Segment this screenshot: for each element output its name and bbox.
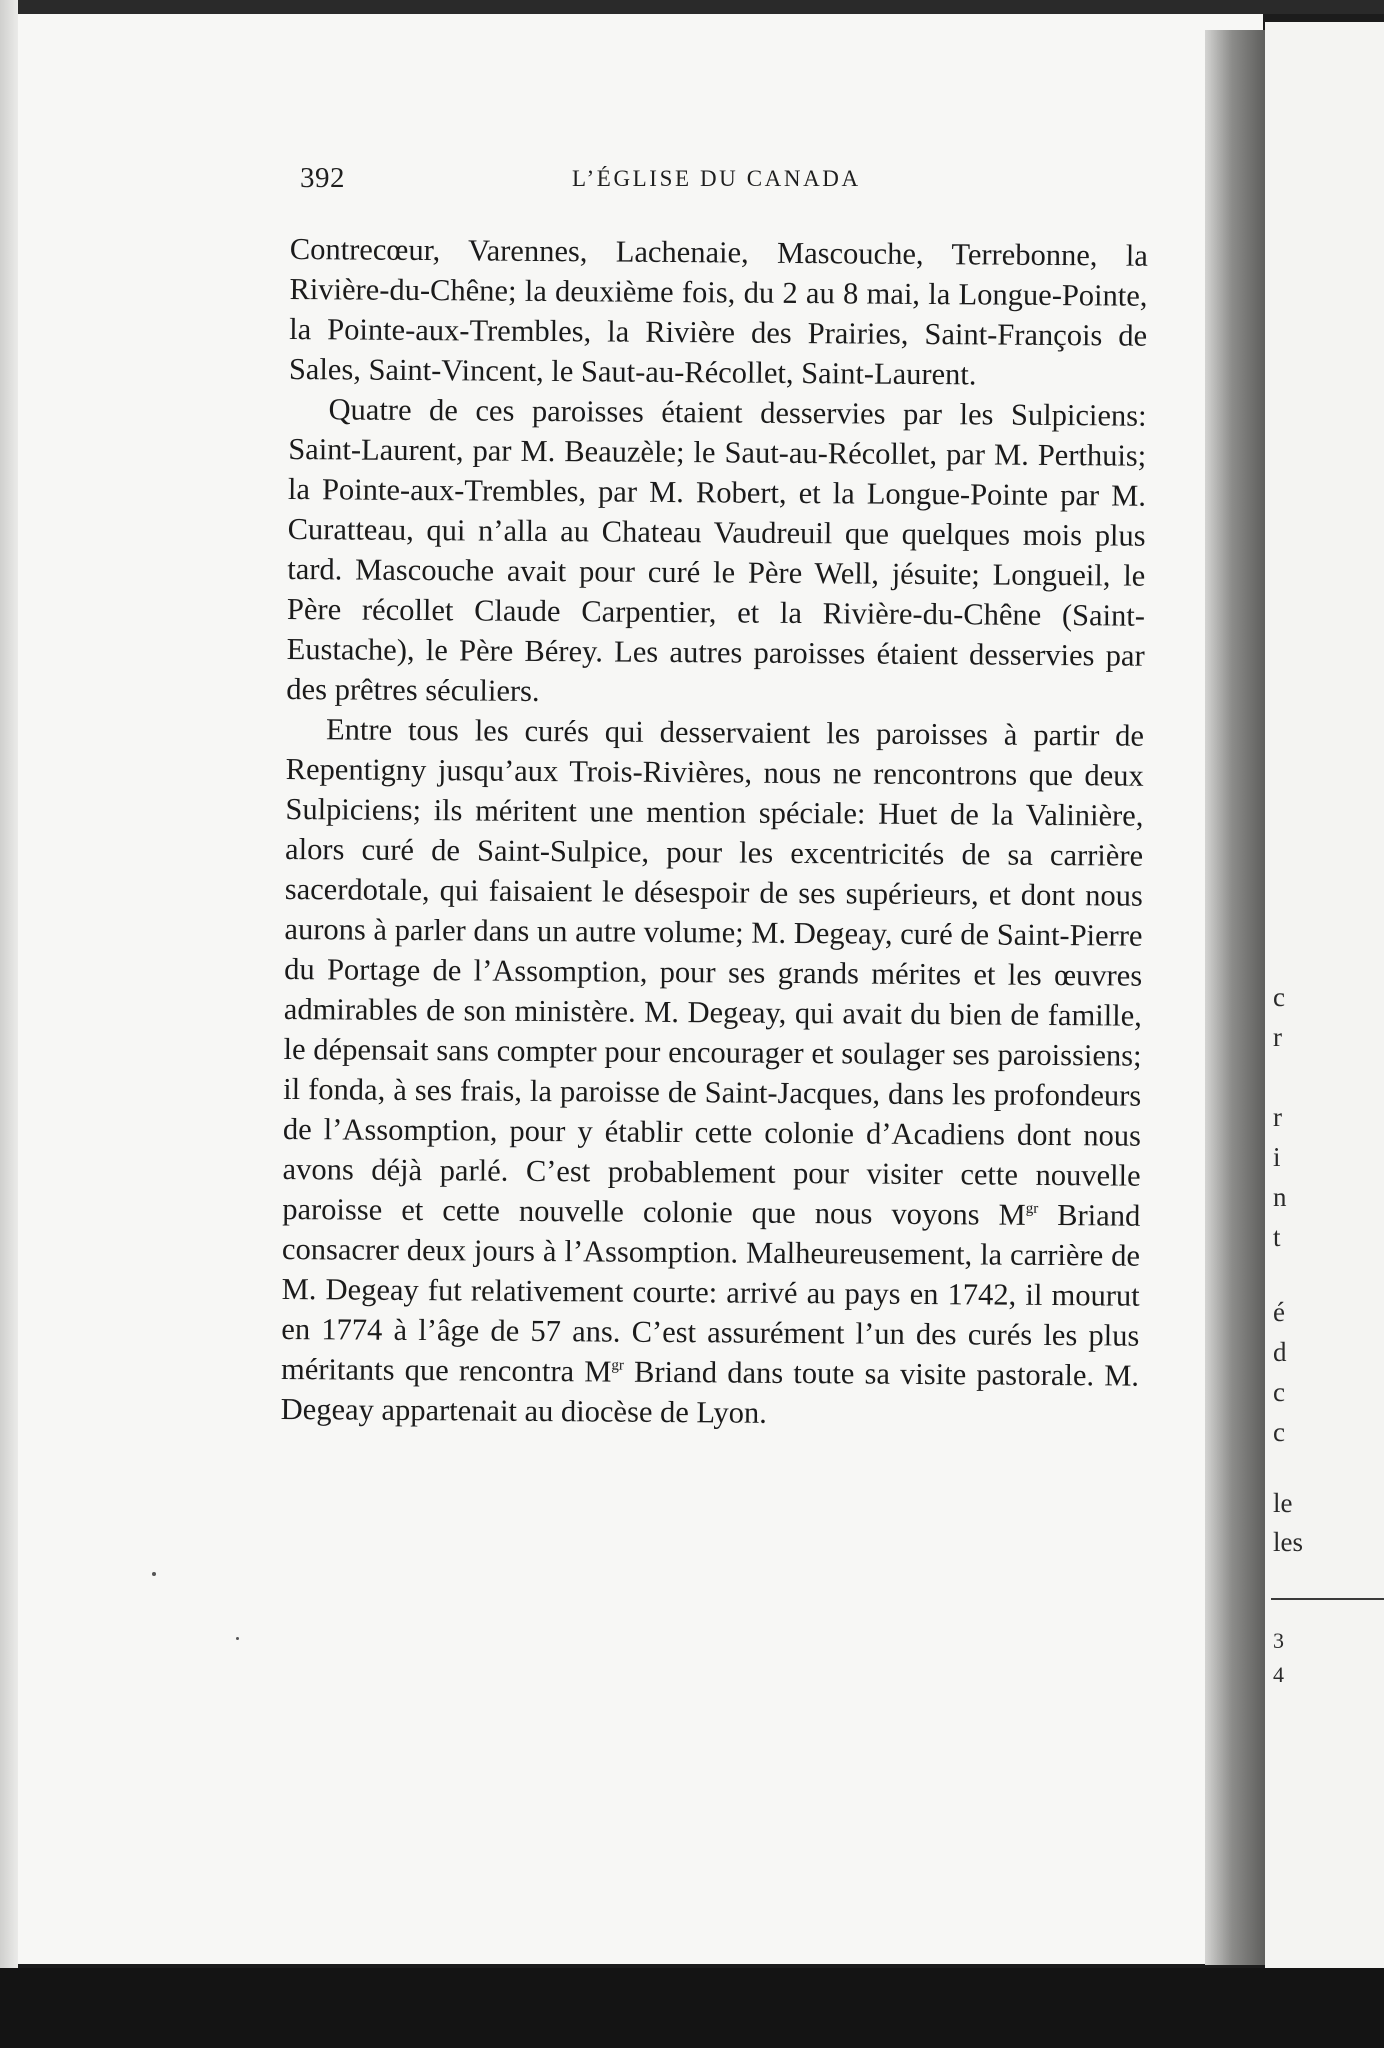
paragraph-3-part-c: Briand dans toute sa visite pastorale. M. Degeay appartenait au diocèse de Lyon. (280, 1354, 1140, 1430)
paragraph-3 (281, 709, 1145, 1436)
book-gutter-shadow (1205, 30, 1265, 1965)
monseigneur-superscript: gr (611, 1357, 625, 1374)
paragraph-3-part-b: Briand consacrer deux jours à l’Assomption. Malheureusement, la carrière de M. Degeay fut relativement courte: arrivé au pays en 1742, il mourut en 1774 à l’âge de 57 ans. C’est assurément l’un des curés les plus méritants que rencontra M (280, 1197, 1141, 1389)
paragraph-1: Contrecœur, Varennes, Lachenaie, Mascouche, Terrebonne, la Rivière-du-Chêne; la deuxième fois, du 2 au 8 mai, la Longue-Pointe, la Pointe-aux-Trembles, la Rivière des Prairies, Saint-François de Sales, Saint-Vincent, le Saut-au-Récollet, Saint-Laurent. (288, 231, 1148, 392)
facing-fragment: les (1273, 1527, 1303, 1557)
scanner-bottom-edge (0, 1968, 1384, 2048)
page-left-edge (0, 0, 18, 1968)
facing-fragment: r (1273, 1022, 1282, 1052)
paragraph-2: Quatre de ces paroisses étaient desservies par les Sulpiciens: Saint-Laurent, par M. Beauzèle; le Saut-au-Récollet, par M. Perthuis; la Pointe-aux-Trembles, par M. Robert, et la Longue-Pointe par M. Curatteau, qui n’alla au Chateau Vaudreuil que quelques mois plus tard. Mascouche avait pour curé le Père Well, jésuite; Longueil, le Père récollet Claude Carpentier, et la Rivière-du-Chêne (Saint-Eustache), le Père Bérey. Les autres paroisses étaient desservies par des prêtres séculiers. (286, 392, 1147, 708)
facing-footnote-rule (1271, 1598, 1384, 1600)
facing-fragment: i (1273, 1142, 1281, 1172)
running-head: L’ÉGLISE DU CANADA (572, 166, 861, 191)
facing-fragment: n (1273, 1182, 1287, 1212)
page-number: 392 (300, 162, 345, 194)
facing-fragment: le (1273, 1488, 1293, 1518)
body-text (281, 229, 1148, 1436)
facing-fragment: d (1273, 1337, 1287, 1367)
facing-fragment: c (1273, 982, 1285, 1012)
page-header (300, 162, 1160, 202)
facing-fragment: r (1273, 1102, 1282, 1132)
facing-page-text-fragments (1265, 22, 1384, 1970)
facing-fragment: 3 (1273, 1628, 1284, 1653)
facing-fragment: c (1273, 1377, 1285, 1407)
facing-fragment: t (1273, 1222, 1281, 1252)
scan-speck (152, 1572, 156, 1576)
facing-fragment: 4 (1273, 1662, 1284, 1687)
facing-page (1265, 22, 1384, 1970)
paragraph-3-part-a: Entre tous les curés qui desservaient les paroisses à partir de Repentigny jusqu’aux Trois-Rivières, nous ne rencontrons que deux Sulpiciens; ils méritent une mention spéciale: Huet de la Valinière, alors curé de Saint-Sulpice, pour les excentricités de sa carrière sacerdotale, qui faisaient le désespoir de ses supérieurs, et dont nous aurons à parler dans un autre volume; M. Degeay, curé de Saint-Pierre du Portage de l’Assomption, pour ses grands mérites et les œuvres admirables de son ministère. M. Degeay, qui avait du bien de famille, le dépensait sans compter pour encourager et soulager ses paroissiens; il fonda, à ses frais, la paroisse de Saint-Jacques, dans les profondeurs de l’Assomption, pour y établir cette colonie d’Acadiens dont nous avons déjà parlé. C’est probablement pour visiter cette nouvelle paroisse et cette nouvelle colonie que nous voyons M (282, 712, 1145, 1232)
scanner-top-edge (0, 0, 1384, 14)
facing-fragment: c (1273, 1417, 1285, 1447)
monseigneur-superscript: gr (1025, 1200, 1039, 1217)
scan-speck (236, 1637, 239, 1640)
facing-fragment: é (1273, 1297, 1285, 1327)
